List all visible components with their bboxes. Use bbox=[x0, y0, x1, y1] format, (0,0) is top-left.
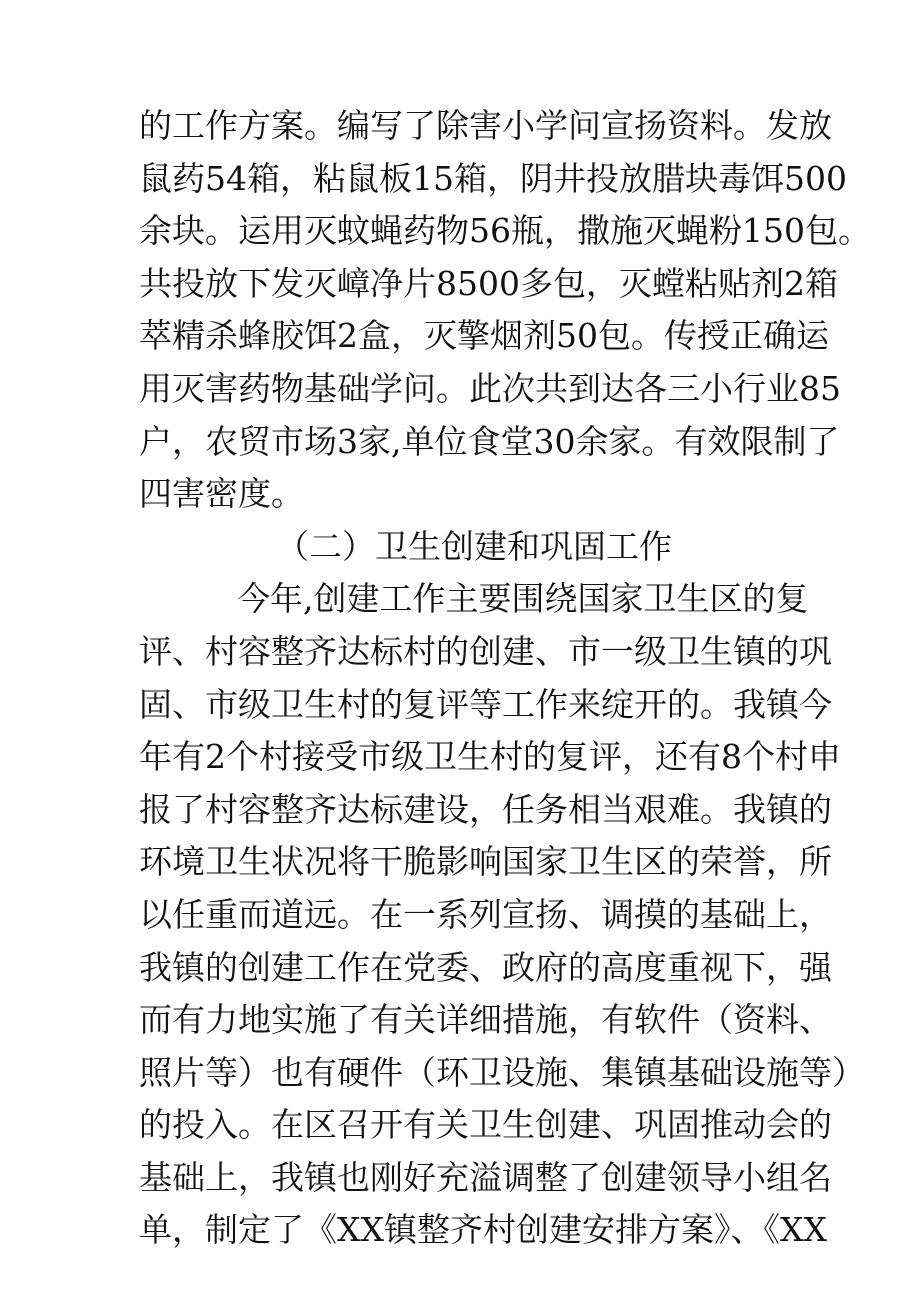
text-line: 年有2个村接受市级卫生村的复评，还有8个村申 bbox=[139, 737, 841, 777]
document-body bbox=[139, 100, 871, 1257]
text-line: 照片等）也有硬件（环卫设施、集镇基础设施等） bbox=[139, 1052, 865, 1092]
text-line: 用灭害药物基础学问。此次共到达各三小行业85 bbox=[139, 368, 841, 408]
text-line: 评、村容整齐达标村的创建、市一级卫生镇的巩 bbox=[139, 631, 832, 671]
text-line: 以任重而道远。在一系列宣扬、调摸的基础上， bbox=[139, 894, 832, 934]
text-line: 今年,创建工作主要围绕国家卫生区的复 bbox=[237, 579, 809, 619]
section-heading: （二）卫生创建和巩固工作 bbox=[276, 526, 672, 566]
text-line: 萃精杀蜂胶饵2盒，灭擎烟剂50包。传授正确运 bbox=[139, 316, 829, 356]
text-line: 单，制定了《XX镇整齐村创建安排方案》、《XX bbox=[139, 1210, 827, 1250]
text-line: 而有力地实施了有关详细措施，有软件（资料、 bbox=[139, 1000, 832, 1040]
text-line: 我镇的创建工作在党委、政府的高度重视下，强 bbox=[139, 947, 832, 987]
text-line: 基础上，我镇也刚好充溢调整了创建领导小组名 bbox=[139, 1157, 832, 1197]
text-line: 户，农贸市场3家,单位食堂30余家。有效限制了 bbox=[139, 421, 840, 461]
text-line: 环境卫生状况将干脆影响国家卫生区的荣誉，所 bbox=[139, 842, 832, 882]
text-line: 报了村容整齐达标建设，任务相当艰难。我镇的 bbox=[139, 789, 832, 829]
text-line: 四害密度。 bbox=[139, 474, 304, 514]
text-line: 余块。运用灭蚊蝇药物56瓶，撒施灭蝇粉150包。 bbox=[139, 211, 871, 251]
text-line: 鼠药54箱，粘鼠板15箱，阴井投放腊块毒饵500 bbox=[139, 158, 847, 198]
text-line: 的投入。在区召开有关卫生创建、巩固推动会的 bbox=[139, 1105, 832, 1145]
text-line: 共投放下发灭嶂净片8500多包，灭螳粘贴剂2箱 bbox=[139, 263, 838, 303]
text-line: 固、市级卫生村的复评等工作来绽开的。我镇今 bbox=[139, 684, 832, 724]
text-line: 的工作方案。编写了除害小学问宣扬资料。发放 bbox=[139, 106, 832, 145]
